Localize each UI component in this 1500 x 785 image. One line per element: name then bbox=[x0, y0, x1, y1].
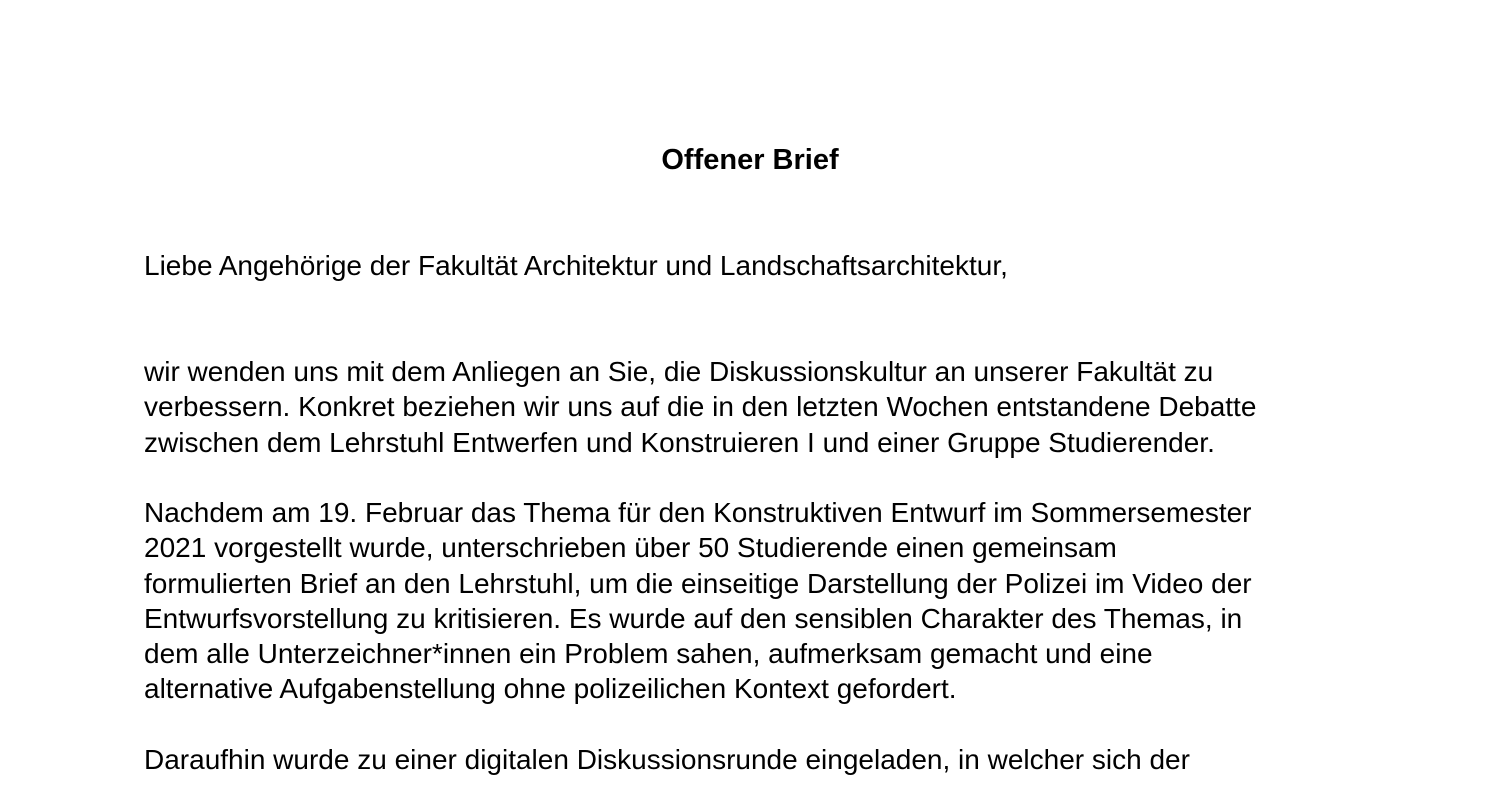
document-title: Offener Brief bbox=[661, 144, 839, 176]
paragraph-2-line: alternative Aufgabenstellung ohne polizeilichen Kontext gefordert. bbox=[144, 673, 957, 705]
paragraph-2 bbox=[144, 495, 1364, 707]
paragraph-3-line: Daraufhin wurde zu einer digitalen Diskussionsrunde eingeladen, in welcher sich der bbox=[144, 744, 1190, 775]
salutation: Liebe Angehörige der Fakultät Architektur und Landschaftsarchitektur, bbox=[144, 250, 1008, 281]
paragraph-1-line: zwischen dem Lehrstuhl Entwerfen und Konstruieren I und einer Gruppe Studierender. bbox=[144, 426, 1215, 458]
paragraph-2-line: formulierten Brief an den Lehrstuhl, um die einseitige Darstellung der Polizei im Video der bbox=[144, 567, 1252, 599]
paragraph-2-line: Nachdem am 19. Februar das Thema für den Konstruktiven Entwurf im Sommersemester bbox=[144, 497, 1252, 528]
paragraph-1-line: verbessern. Konkret beziehen wir uns auf die in den letzten Wochen entstandene Debatte bbox=[144, 391, 1257, 423]
paragraph-1 bbox=[144, 354, 1364, 460]
paragraph-2-line: 2021 vorgestellt wurde, unterschrieben über 50 Studierende einen gemeinsam bbox=[144, 532, 1117, 564]
paragraph-2-line: dem alle Unterzeichner*innen ein Problem sahen, aufmerksam gemacht und eine bbox=[144, 638, 1153, 670]
paragraph-1-line: wir wenden uns mit dem Anliegen an Sie, die Diskussionskultur an unserer Fakultät zu bbox=[144, 356, 1214, 387]
paragraph-3 bbox=[144, 742, 1364, 777]
paragraph-2-line: Entwurfsvorstellung zu kritisieren. Es wurde auf den sensiblen Charakter des Themas, in bbox=[144, 602, 1243, 634]
